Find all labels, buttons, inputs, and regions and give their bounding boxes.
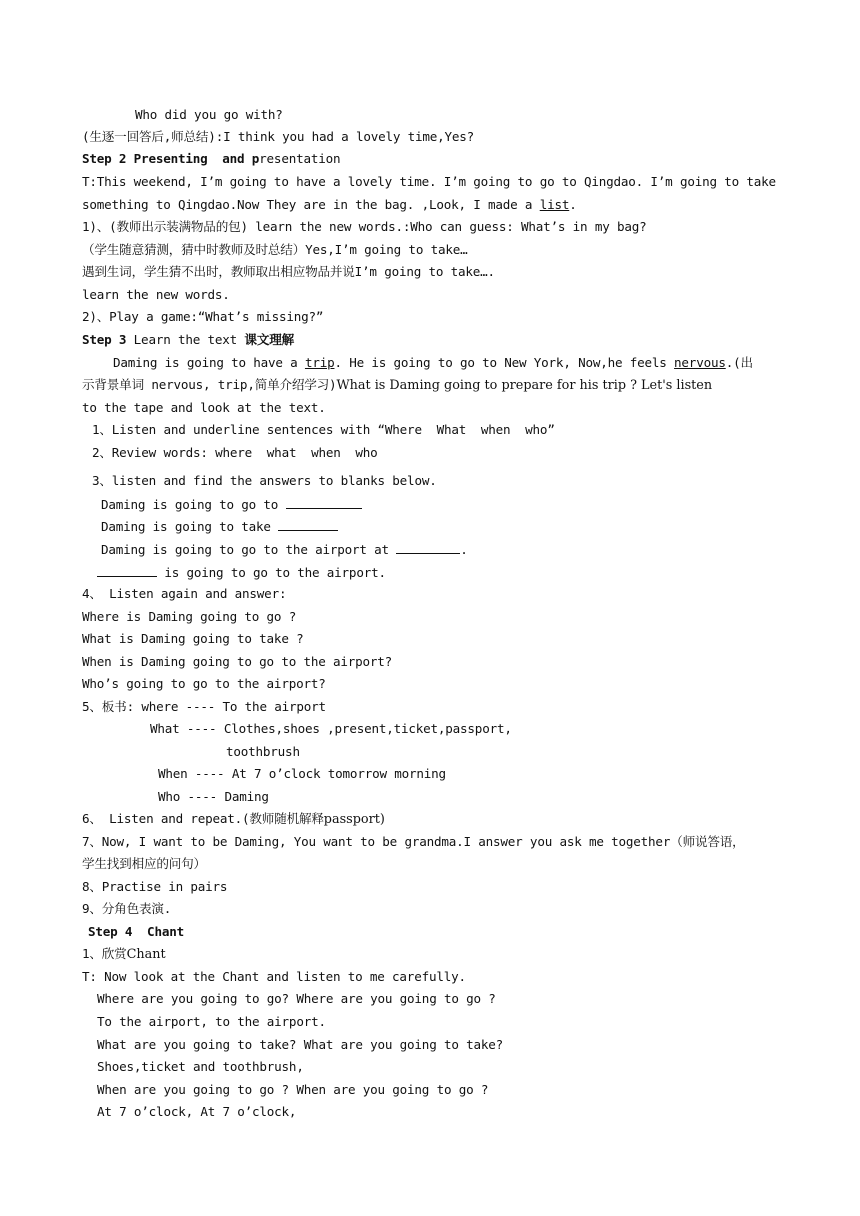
text-line: Who’s going to go to the airport? (82, 676, 326, 691)
text-line: 遇到生词，学生猜不出时，教师取出相应物品并说I’m going to take…. (82, 264, 495, 279)
text-fragment: .(出 (725, 355, 753, 370)
text-fragment: 6、 Listen and repeat.(教师随机解释 (82, 811, 324, 826)
text-line: What is Daming going to take ? (82, 631, 304, 646)
text-line: 8、Practise in pairs (82, 879, 228, 894)
text-line (82, 197, 577, 213)
text-line: T: Now look at the Chant and listen to me carefully. (82, 969, 466, 984)
chant-line: What are you going to take? What are you going to take? (97, 1037, 504, 1052)
text-line: When ---- At 7 o’clock tomorrow morning (158, 766, 446, 781)
step3-heading-bold: Step 3 (82, 332, 127, 347)
text-line: to the tape and look at the text. (82, 400, 326, 415)
text-line (113, 355, 753, 371)
text-fragment: Chant (126, 947, 166, 962)
chant-line: Where are you going to go? Where are you going to go ? (97, 991, 496, 1006)
text-fragment: 1、欣赏 (82, 946, 127, 961)
text-line: 1)、(教师出示装满物品的包) learn the new words.:Who can guess: What’s in my bag? (82, 219, 647, 234)
text-fragment: passport) (323, 812, 385, 827)
text-fragment: . (460, 542, 468, 557)
text-line (82, 377, 712, 394)
text-line: 9、分角色表演. (82, 901, 172, 916)
step3-heading (82, 332, 294, 348)
text-line: 1、Listen and underline sentences with “Where What when who” (92, 422, 555, 437)
text-line: (生逐一回答后,师总结):I think you had a lovely time,Yes? (82, 129, 475, 144)
step2-heading (82, 151, 340, 167)
text-line: 2、Review words: where what when who (92, 445, 378, 460)
text-line: Who did you go with? (135, 107, 283, 122)
text-line: 5、板书: where ---- To the airport (82, 699, 326, 714)
text-fragment: . (569, 197, 577, 212)
step3-heading-rest: Learn the text (126, 332, 245, 347)
text-line: 4、 Listen again and answer: (82, 586, 287, 601)
text-fragment: 示背景单词 nervous, trip,简单介绍学习) (82, 377, 337, 392)
underlined-word-trip: trip (304, 355, 335, 370)
underlined-word-list: list (539, 197, 570, 212)
text-fragment: Daming is going to go to (101, 497, 286, 512)
text-line (82, 946, 166, 963)
answer-blank (97, 564, 157, 577)
text-line: Where is Daming going to go ? (82, 609, 297, 624)
step4-heading: Step 4 Chant (88, 924, 184, 939)
text-fragment: Daming is going to go to the airport at (101, 542, 397, 557)
text-line: 7、Now, I want to be Daming, You want to be grandma.I answer you ask me together（师说答语， (82, 834, 745, 849)
text-line: （学生随意猜测，猜中时教师及时总结）Yes,I’m going to take… (82, 242, 468, 257)
text-line: When is Daming going to go to the airport? (82, 654, 393, 669)
chant-line: At 7 o’clock, At 7 o’clock, (97, 1104, 297, 1119)
text-line (101, 541, 468, 558)
text-line (82, 811, 385, 828)
text-fragment: Daming is going to have a (113, 355, 305, 370)
text-line: T:This weekend, I’m going to have a lovely time. I’m going to go to Qingdao. I’m going to take (82, 174, 776, 189)
text-line: learn the new words. (82, 287, 230, 302)
text-line: What ---- Clothes,shoes ,present,ticket,passport, (150, 721, 512, 736)
text-fragment: . He is going to go to New York, Now,he feels (334, 355, 675, 370)
answer-blank (286, 496, 362, 509)
text-line: 3、listen and find the answers to blanks below. (92, 473, 437, 488)
step3-heading-cn: 课文理解 (244, 332, 294, 347)
text-fragment: What is Daming going to prepare for his trip ? Let's listen (336, 378, 713, 393)
answer-blank (278, 518, 338, 531)
chant-line: To the airport, to the airport. (97, 1014, 326, 1029)
underlined-word-nervous: nervous (674, 355, 726, 370)
step2-heading-rest: resentation (259, 151, 341, 166)
text-fragment: Daming is going to take (101, 519, 279, 534)
chant-line: Shoes,ticket and toothbrush, (97, 1059, 304, 1074)
text-line: 2)、Play a game:“What’s missing?” (82, 309, 324, 324)
text-line: 学生找到相应的问句） (82, 856, 206, 871)
text-line (97, 564, 386, 581)
text-line: toothbrush (226, 744, 300, 759)
answer-blank (396, 541, 460, 554)
text-line (101, 518, 338, 535)
text-line (101, 496, 362, 513)
chant-line: When are you going to go ? When are you going to go ? (97, 1082, 489, 1097)
text-fragment: something to Qingdao.Now They are in the bag. ,Look, I made a (82, 197, 540, 212)
text-fragment: is going to go to the airport. (157, 565, 386, 580)
step2-heading-bold: Step 2 Presenting and p (82, 151, 260, 166)
text-line: Who ---- Daming (158, 789, 269, 804)
